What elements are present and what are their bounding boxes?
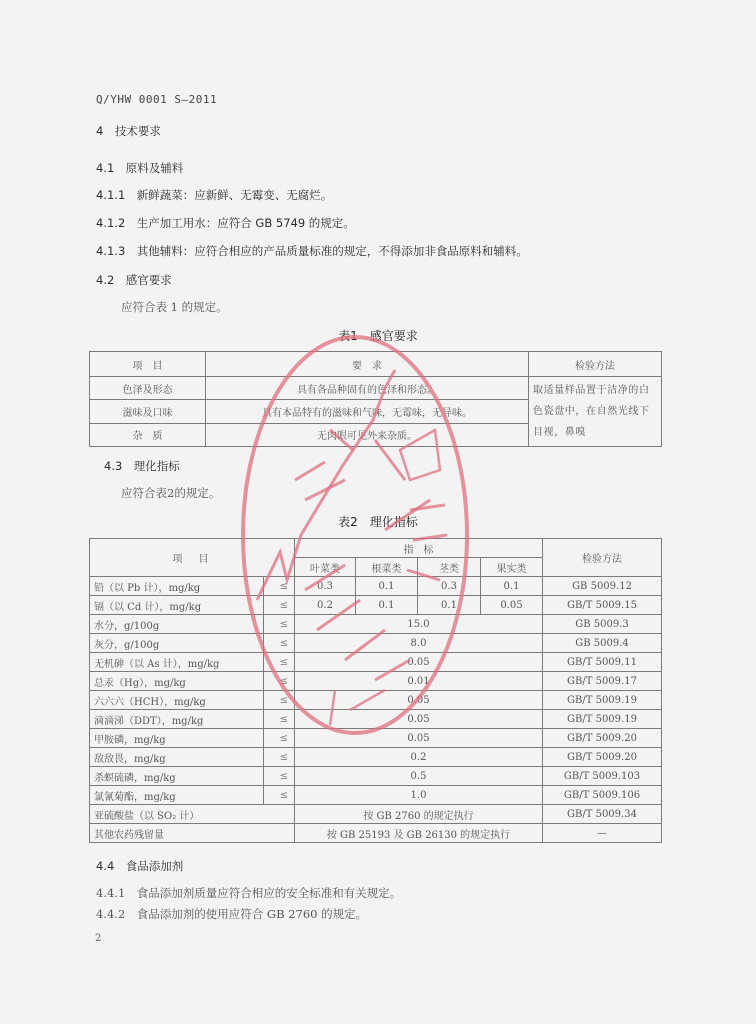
table-cell: ≤ [264,710,295,729]
section-4-2-text: 应符合表 1 的规定。 [121,300,228,314]
table-cell: 无机砷（以 As 计），mg/kg [90,653,264,672]
section-4-3-text: 应符合表2的规定。 [121,486,221,500]
table-cell: 0.01 [295,672,543,691]
table-cell: ≤ [264,615,295,634]
table-cell: 甲胺磷，mg/kg [90,729,264,748]
section-4-1-heading: 4.1 原料及辅料 [96,161,184,175]
table-cell: GB/T 5009.19 [543,691,662,710]
table-cell: 杀螟硫磷，mg/kg [90,767,264,786]
table-cell: — [543,824,662,843]
table-cell: ≤ [264,596,295,615]
table-cell: 0.1 [481,577,543,596]
table-cell: GB/T 5009.34 [543,805,662,824]
table-cell: 0.3 [418,577,481,596]
table-cell: GB/T 5009.20 [543,729,662,748]
section-4-4-heading: 4.4 食品添加剂 [96,859,184,873]
table-cell: GB/T 5009.106 [543,786,662,805]
table-header: 项 目 [90,539,295,577]
table-cell: 15.0 [295,615,543,634]
section-4-3-heading: 4.3 理化指标 [104,459,180,473]
table-header: 叶菜类 [295,558,356,577]
table-header: 要 求 [206,352,529,377]
table-cell: 0.1 [356,577,418,596]
table-cell: 滋味及口味 [90,400,206,423]
table-cell: ≤ [264,672,295,691]
table-cell: 无肉眼可见外来杂质。 [206,423,529,446]
table-header: 果实类 [481,558,543,577]
table-row [90,767,662,786]
table-cell: 0.05 [295,653,543,672]
table-cell: 0.05 [295,710,543,729]
table-cell: ≤ [264,729,295,748]
table-cell: ≤ [264,748,295,767]
table-cell: 按 GB 2760 的规定执行 [295,805,543,824]
table-cell: 铅（以 Pb 计），mg/kg [90,577,264,596]
table-cell: ≤ [264,691,295,710]
section-4-4-1: 4.4.1 食品添加剂质量应符合相应的安全标准和有关规定。 [96,886,402,900]
section-4-2-heading: 4.2 感官要求 [96,273,172,287]
table-cell: 1.0 [295,786,543,805]
table-header: 指 标 [295,539,543,558]
table1-caption: 表1 感官要求 [338,329,418,343]
standard-code: Q/YHW 0001 S—2011 [96,93,218,106]
table-header: 根菜类 [356,558,418,577]
table-cell: 氯氰菊酯，mg/kg [90,786,264,805]
table-cell: GB 5009.3 [543,615,662,634]
table-cell: 0.2 [295,748,543,767]
table-cell: ≤ [264,786,295,805]
table-cell: 六六六（HCH），mg/kg [90,691,264,710]
table-cell: ≤ [264,634,295,653]
table-cell: 0.5 [295,767,543,786]
table-cell: GB 5009.12 [543,577,662,596]
section-4-1-3: 4.1.3 其他辅料：应符合相应的产品质量标准的规定，不得添加非食品原料和辅料。 [96,244,528,258]
table-cell: GB/T 5009.19 [543,710,662,729]
table-row [90,748,662,767]
table-cell: 灰分，g/100g [90,634,264,653]
section-4-1-2: 4.1.2 生产加工用水：应符合 GB 5749 的规定。 [96,216,355,230]
official-seal-stamp [235,330,480,745]
table-row [90,805,662,824]
table-header: 项 目 [90,352,206,377]
table-cell: GB/T 5009.20 [543,748,662,767]
table-header: 检验方法 [529,352,662,377]
table-cell: 取适量样品置于洁净的白色瓷盘中，在自然光线下目视，鼻嗅 [529,377,662,447]
table-cell: 镉（以 Cd 计），mg/kg [90,596,264,615]
table-cell: GB/T 5009.103 [543,767,662,786]
table-cell: 滴滴涕（DDT），mg/kg [90,710,264,729]
table-header: 检验方法 [543,539,662,577]
table-header: 茎类 [418,558,481,577]
table-cell: 具有本品特有的滋味和气味，无霉味，无异味。 [206,400,529,423]
table-cell: 0.05 [481,596,543,615]
table-cell: GB/T 5009.15 [543,596,662,615]
table-cell: ≤ [264,653,295,672]
table-cell: 其他农药残留量 [90,824,295,843]
table-cell: 0.2 [295,596,356,615]
table-cell: ≤ [264,577,295,596]
page-number: 2 [95,933,102,944]
table-cell: 0.1 [418,596,481,615]
table-cell: 具有各品种固有的色泽和形态。 [206,377,529,400]
table-cell: ≤ [264,767,295,786]
table-row [90,824,662,843]
table-cell: 8.0 [295,634,543,653]
table-cell: 杂 质 [90,423,206,446]
table-cell: 按 GB 25193 及 GB 26130 的规定执行 [295,824,543,843]
table-cell: 敌敌畏，mg/kg [90,748,264,767]
section-4-4-2: 4.4.2 食品添加剂的使用应符合 GB 2760 的规定。 [96,907,368,921]
table-cell: GB 5009.4 [543,634,662,653]
table-cell: 0.05 [295,691,543,710]
table-row [90,786,662,805]
table-cell: 0.3 [295,577,356,596]
table-cell: 亚硫酸盐（以 SO₂ 计） [90,805,295,824]
table-cell: GB/T 5009.17 [543,672,662,691]
table2-caption: 表2 理化指标 [338,515,418,529]
table-cell: 色泽及形态 [90,377,206,400]
table-cell: 0.1 [356,596,418,615]
section-4-heading: 4 技术要求 [96,124,161,138]
section-4-1-1: 4.1.1 新鲜蔬菜：应新鲜、无霉变、无腐烂。 [96,188,333,202]
table-cell: GB/T 5009.11 [543,653,662,672]
table-cell: 总汞（Hg），mg/kg [90,672,264,691]
table-cell: 0.05 [295,729,543,748]
table-cell: 水分，g/100g [90,615,264,634]
